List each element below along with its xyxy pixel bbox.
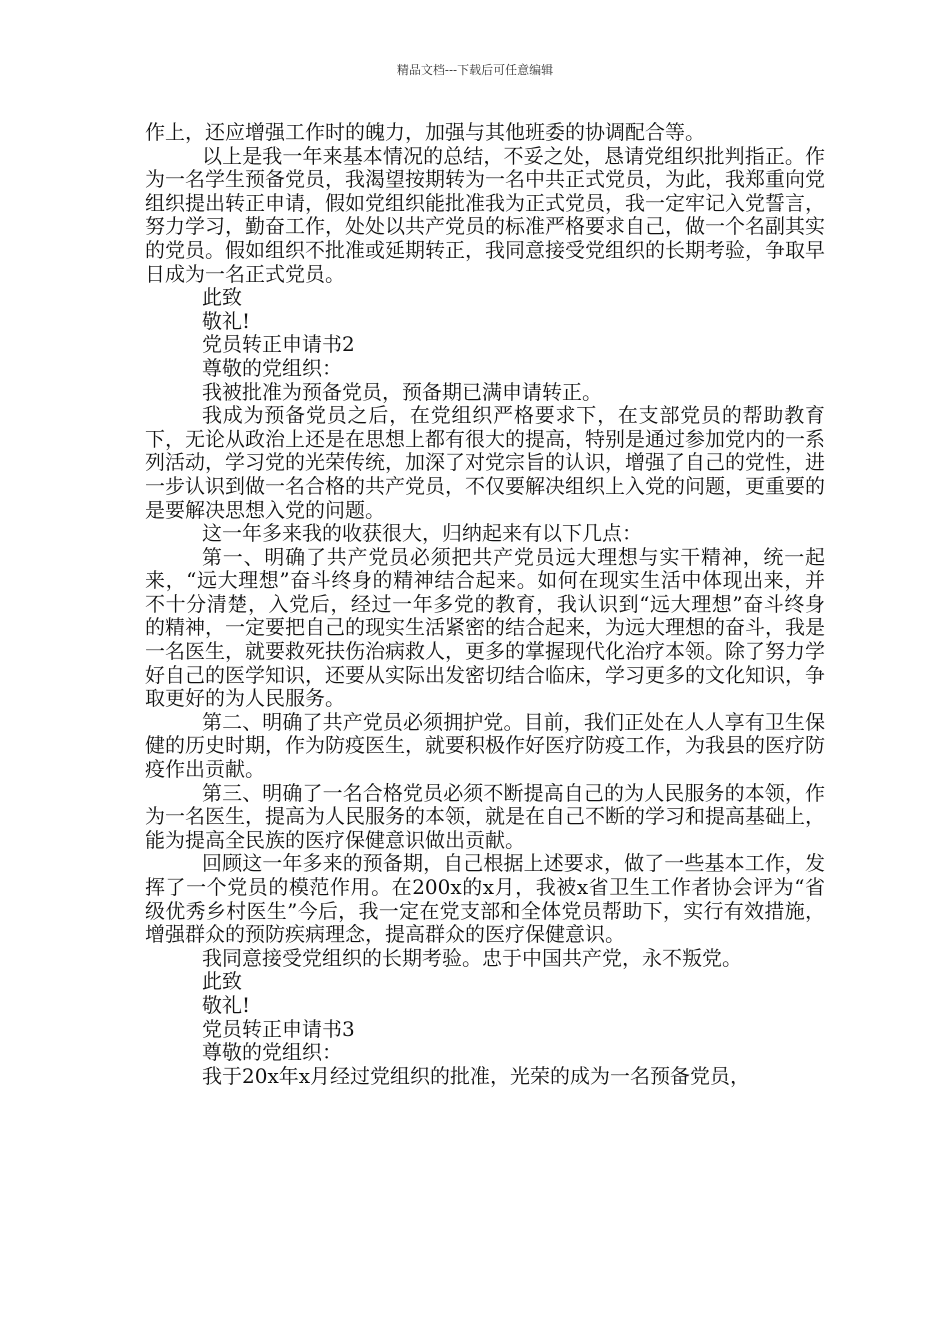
paragraph: 作上，还应增强工作时的魄力，加强与其他班委的协调配合等。 <box>145 120 705 144</box>
paragraph: 我同意接受党组织的长期考验。忠于中国共产党，永不叛党。 <box>202 945 742 970</box>
section-title: 党员转正申请书3 <box>202 1016 355 1041</box>
closing-line: 敬礼! <box>202 992 251 1017</box>
paragraph: 回顾这一年多来的预备期，自己根据上述要求，做了一些基本工作，发挥了一个党员的模范作用。在200x的x月，我被x省卫生工作者协会评为“省级优秀乡村医生”今后，我一定在党支部和全体党员帮助下，实行有效措施，增强群众的预防疾病理念，提高群众的医疗保健意识。 <box>145 851 825 947</box>
closing-line: 此致 <box>202 969 242 994</box>
document-body <box>145 121 825 1088</box>
paragraph: 这一年多来我的收获很大，归纳起来有以下几点： <box>202 521 642 546</box>
closing-line: 此致 <box>202 285 242 310</box>
paragraph: 我于20x年x月经过党组织的批准，光荣的成为一名预备党员， <box>202 1063 751 1088</box>
closing-line: 敬礼! <box>202 308 251 333</box>
paragraph: 第二、明确了共产党员必须拥护党。目前，我们正处在人人享有卫生保健的历史时期，作为防疫医生，就要积极作好医疗防疫工作，为我县的医疗防疫作出贡献。 <box>145 709 825 782</box>
paragraph: 以上是我一年来基本情况的总结，不妥之处，恳请党组织批判指正。作为一名学生预备党员，我渴望按期转为一名中共正式党员，为此，我郑重向党组织提出转正申请，假如党组织能批准我为正式党员，我一定牢记入党誓言，努力学习，勤奋工作，处处以共产党员的标准严格要求自己，做一个名副其实的党员。假如组织不批准或延期转正，我同意接受党组织的长期考验，争取早日成为一名正式党员。 <box>145 143 825 286</box>
paragraph: 我被批准为预备党员，预备期已满申请转正。 <box>202 379 602 404</box>
salutation: 尊敬的党组织： <box>202 1040 342 1065</box>
salutation: 尊敬的党组织： <box>202 355 342 380</box>
paragraph: 我成为预备党员之后，在党组织严格要求下，在支部党员的帮助教育下，无论从政治上还是在思想上都有很大的提高，特别是通过参加党内的一系列活动，学习党的光荣传统，加深了对党宗旨的认识，增强了自己的党性，进一步认识到做一名合格的共产党员，不仅要解决组织上入党的问题，更重要的是要解决思想入党的问题。 <box>145 403 825 522</box>
page-header: 精品文档---下载后可任意编辑 <box>396 63 554 77</box>
paragraph: 第一、明确了共产党员必须把共产党员远大理想与实干精神，统一起来，“远大理想”奋斗终身的精神结合起来。如何在现实生活中体现出来，并不十分清楚，入党后，经过一年多党的教育，我认识到“远大理想”奋斗终身的精神，一定要把自己的现实生活紧密的结合起来，为远大理想的奋斗，我是一名医生，就要救死扶伤治病救人，更多的掌握现代化治疗本领。除了努力学好自己的医学知识，还要从实际出发密切结合临床，学习更多的文化知识，争取更好的为人民服务。 <box>145 544 825 711</box>
paragraph: 第三、明确了一名合格党员必须不断提高自己的为人民服务的本领，作为一名医生，提高为人民服务的本领，就是在自己不断的学习和提高基础上，能为提高全民族的医疗保健意识做出贡献。 <box>145 780 825 852</box>
section-title: 党员转正申请书2 <box>202 332 355 357</box>
